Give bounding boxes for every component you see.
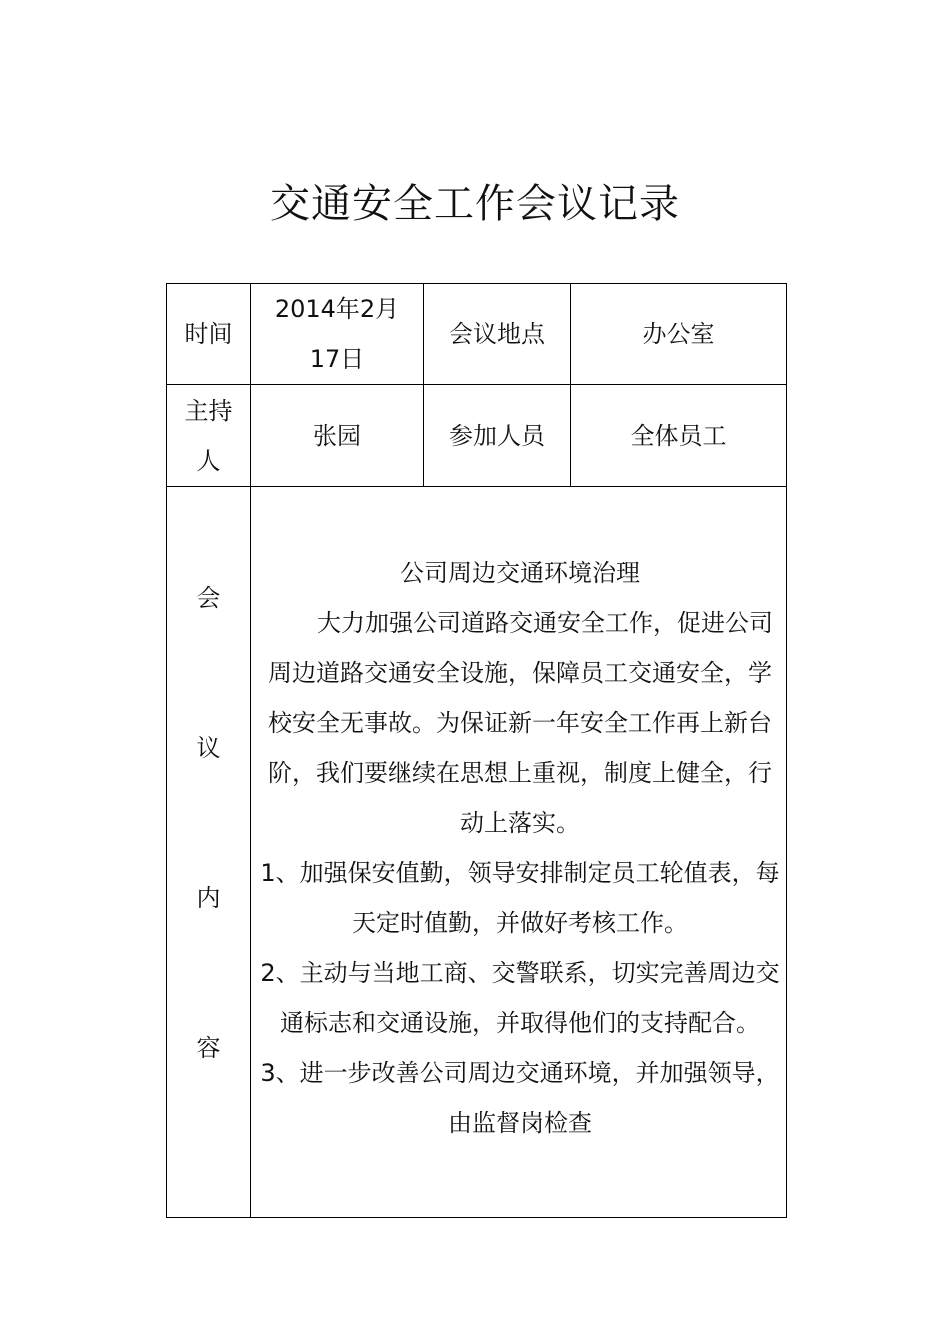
- content-label-char: 容: [196, 1034, 221, 1062]
- host-value: 张园: [313, 421, 361, 450]
- content-label-char: 会: [196, 584, 221, 612]
- location-value: 办公室: [642, 320, 715, 348]
- host-value-cell: [251, 385, 424, 487]
- content-topic: 公司周边交通环境治理: [400, 558, 640, 587]
- meeting-record-table: [166, 283, 787, 1218]
- attendees-value: 全体员工: [630, 421, 727, 450]
- document-title: 交通安全工作会议记录: [270, 181, 680, 227]
- time-value-line2: 17日: [309, 345, 365, 373]
- host-label-cell: [167, 385, 251, 487]
- content-label-char: 议: [196, 734, 221, 762]
- time-label-cell: [167, 284, 251, 385]
- table-row-host-attendees: [167, 385, 787, 487]
- content-label-cell: [167, 487, 251, 1218]
- host-label-line1: 主持: [184, 396, 233, 425]
- content-label-char: 内: [196, 884, 221, 912]
- content-item-3: 3、进一步改善公司周边交通环境，并加强领导，由监督岗检查: [260, 1058, 780, 1137]
- content-item-1: 1、加强保安值勤，领导安排制定员工轮值表，每天定时值勤，并做好考核工作。: [260, 858, 780, 937]
- content-cell: [251, 487, 787, 1218]
- content-item-2: 2、主动与当地工商、交警联系，切实完善周边交通标志和交通设施，并取得他们的支持配合。: [260, 958, 780, 1037]
- table-row-time-location: [167, 284, 787, 385]
- time-value-line1: 2014年2月: [274, 295, 400, 323]
- attendees-value-cell: [571, 385, 787, 487]
- table-row-content: [167, 487, 787, 1218]
- content-intro: 大力加强公司道路交通安全工作，促进公司周边道路交通安全设施，保障员工交通安全，学校安全无事故。为保证新一年安全工作再上新台阶，我们要继续在思想上重视，制度上健全，行动上落实。: [268, 608, 773, 837]
- content-label: [167, 487, 250, 1217]
- host-label-line2: 人: [196, 446, 221, 475]
- location-label: 会议地点: [449, 320, 545, 348]
- attendees-label-cell: [424, 385, 571, 487]
- location-label-cell: [424, 284, 571, 385]
- meeting-content: [251, 557, 786, 1148]
- location-value-cell: [571, 284, 787, 385]
- time-value-cell: [251, 284, 424, 385]
- attendees-label: 参加人员: [449, 421, 545, 450]
- time-label: 时间: [184, 320, 233, 348]
